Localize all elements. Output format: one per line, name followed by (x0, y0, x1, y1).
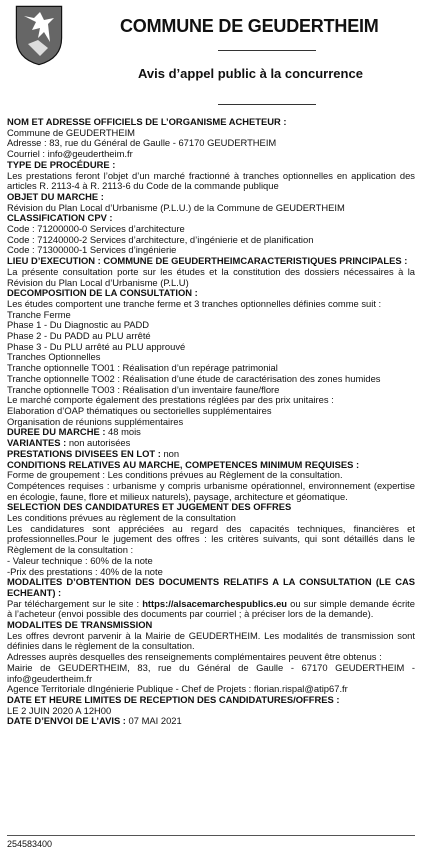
notice-line: -Prix des prestations : 40% de la note (7, 565, 163, 577)
notice-line: Code : 71200000-0 Services d’architecture (7, 223, 185, 235)
notice-line: Agence Territoriale dIngénierie Publique - Chef de Projets : florian.rispal@atip67.fr (7, 683, 348, 695)
notice-line: Mairie de GEUDERTHEIM, 83, rue du Général de Gaulle - 67170 GEUDERTHEIM - info@geudertheim.fr (7, 661, 415, 684)
section-heading: MODALITES DE TRANSMISSION (7, 619, 153, 631)
notice-line: La présente consultation porte sur les études et la constitution des dossiers nécessaires à la Révision du Plan Local d’Urbanisme (P.L.U) (7, 265, 415, 288)
section-heading: TYPE DE PROCÉDURE : (7, 158, 116, 170)
website-link[interactable]: https://alsacemarchespublics.eu (142, 597, 288, 609)
notice-line: Phase 1 - Du Diagnostic au PADD (7, 319, 150, 331)
section-heading: DATE ET HEURE LIMITES DE RECEPTION DES CANDIDATURES/OFFRES : (7, 693, 340, 705)
notice-line: Par téléchargement sur le site : https://alsacemarchespublics.eu ou sur simple demande écrite à l’acheteur (envoi possible des documents par courriel ; à préciser lors de la demande). (7, 597, 415, 620)
section-heading: DUREE DU MARCHE : 48 mois (7, 426, 141, 438)
divider (7, 835, 415, 836)
section-heading: LIEU D’EXECUTION : COMMUNE DE GEUDERTHEIMCARACTERISTIQUES PRINCIPALES : (7, 255, 408, 267)
section-heading: NOM ET ADRESSE OFFICIELS DE L’ORGANISME ACHETEUR : (7, 116, 287, 127)
notice-line: Organisation de réunions supplémentaires (7, 415, 184, 427)
notice-type: Avis d’appel public à la concurrence (138, 66, 363, 81)
notice-line: Révision du Plan Local d’Urbanisme (P.L.U.) de la Commune de GEUDERTHEIM (7, 201, 345, 213)
notice-line: Compétences requises : urbanisme y compris urbanisme opérationnel, environnement (expertise en écologie, faune, flore et milieux naturels), paysage, architecture et géomatique. (7, 479, 415, 502)
notice-line: Les prestations feront l’objet d’un marché fractionné à tranches optionnelles en application des articles R. 2113-4 à R. 2113-6 du Code de la commande publique (7, 169, 415, 192)
section-heading: CLASSIFICATION CPV : (7, 212, 113, 224)
notice-line: Tranche Ferme (7, 308, 71, 320)
notice-line: Les conditions prévues au règlement de la consultation (7, 512, 236, 524)
notice-line: Phase 3 - Du PLU arrêté au PLU approuvé (7, 340, 186, 352)
notice-line: Tranche optionnelle TO01 : Réalisation d’un repérage patrimonial (7, 362, 278, 374)
notice-line: LE 2 JUIN 2020 A 12H00 (7, 704, 112, 716)
reference-number: 254583400 (7, 839, 53, 849)
section-heading: DECOMPOSITION DE LA CONSULTATION : (7, 287, 198, 299)
divider (218, 50, 316, 51)
commune-title: COMMUNE DE GEUDERTHEIM (120, 16, 379, 36)
notice-line: Code : 71300000-1 Services d’ingénierie (7, 244, 177, 256)
section-heading: CONDITIONS RELATIVES AU MARCHE, COMPETENCES MINIMUM REQUISES : (7, 458, 360, 470)
notice-line: Commune de GEUDERTHEIM (7, 126, 135, 138)
section-heading: OBJET DU MARCHE : (7, 190, 104, 202)
notice-line: Le marché comporte également des prestations réglées par des prix unitaires : (7, 394, 334, 406)
notice-line: Phase 2 - Du PADD au PLU arrêté (7, 330, 151, 342)
notice-body (7, 117, 415, 727)
section-heading: VARIANTES : non autorisées (7, 437, 131, 449)
notice-line: Tranche optionnelle TO03 : Réalisation d’un inventaire faune/flore (7, 383, 280, 395)
section-heading: DATE D’ENVOI DE L’AVIS : 07 MAI 2021 (7, 715, 182, 727)
notice-line: Les offres devront parvenir à la Mairie de GEUDERTHEIM. Les modalités de transmission sont définies dans le règlement de la consultation. (7, 629, 415, 652)
divider (218, 104, 316, 105)
notice-line: Adresses auprès desquelles des renseignements complémentaires peuvent être obtenus : (7, 651, 382, 663)
notice-header (0, 0, 421, 96)
notice-line: Forme de groupement : Les conditions prévues au Règlement de la consultation. (7, 469, 343, 481)
notice-line: Courriel : info@geudertheim.fr (7, 148, 133, 160)
notice-line: Tranche optionnelle TO02 : Réalisation d’une étude de caractérisation des zones humides (7, 372, 381, 384)
section-heading: SELECTION DES CANDIDATURES ET JUGEMENT DES OFFRES (7, 501, 292, 513)
section-heading: PRESTATIONS DIVISEES EN LOT : non (7, 447, 180, 459)
notice-line: Tranches Optionnelles (7, 351, 101, 363)
notice-line: Les candidatures sont appréciées au regard des capacités techniques, financières et professionnelles.Pour le jugement des offres : les critères suivants, qui sont détaillés dans le Règlement de la consultation : (7, 522, 415, 556)
notice-line: Code : 71240000-2 Services d’architecture, d’ingénierie et de planification (7, 233, 314, 245)
notice-line: Adresse : 83, rue du Général de Gaulle - 67170 GEUDERTHEIM (7, 137, 277, 149)
notice-line: - Valeur technique : 60% de la note (7, 554, 153, 566)
section-heading: MODALITES D’OBTENTION DES DOCUMENTS RELATIFS A LA CONSULTATION (LE CAS ECHEANT) : (7, 576, 415, 598)
notice-line: Les études comportent une tranche ferme et 3 tranches optionnelles définies comme suit : (7, 297, 382, 309)
notice-line: Elaboration d’OAP thématiques ou sectorielles supplémentaires (7, 404, 272, 416)
